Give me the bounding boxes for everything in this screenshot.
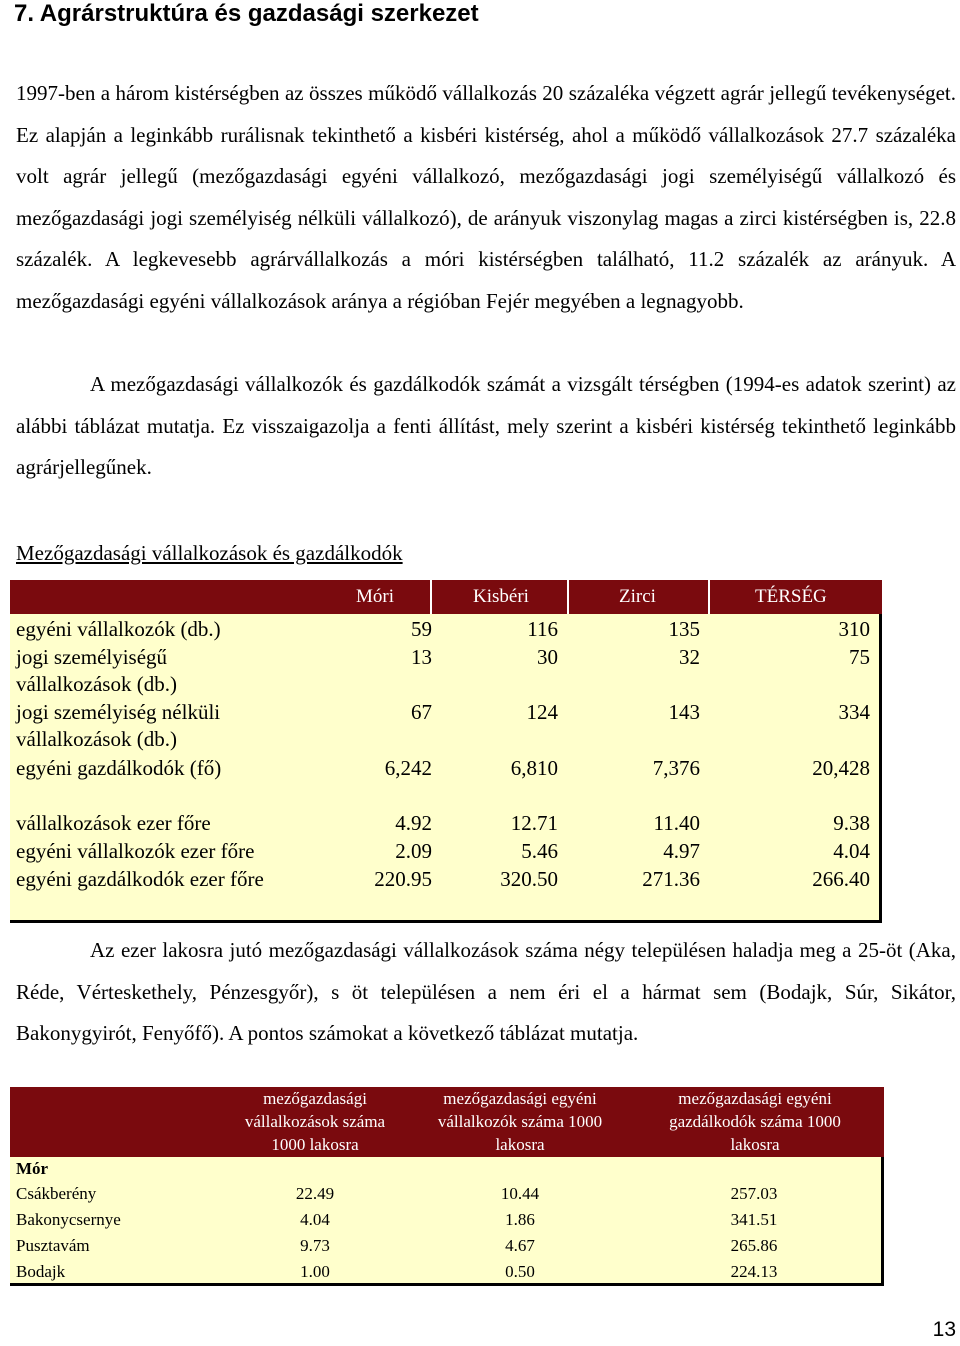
col-header-entrepreneurs — [415, 1087, 625, 1156]
header-line: mezőgazdasági egyéni — [443, 1089, 597, 1108]
header-line: lakosra — [495, 1135, 545, 1154]
col-header-enterprises — [215, 1087, 415, 1156]
column-divider — [567, 580, 569, 614]
cell-value: 12.71 — [510, 811, 558, 835]
settlements-table — [10, 1087, 884, 1286]
header-line: mezőgazdasági — [263, 1089, 367, 1108]
cell-value: 75 — [849, 645, 870, 669]
cell-value: 7,376 — [652, 756, 700, 780]
cell-value: 2.09 — [395, 839, 432, 863]
col-header-terseg: TÉRSÉG — [755, 586, 827, 607]
cell-value: 32 — [679, 645, 700, 669]
row-label: jogi személyiségű — [16, 645, 168, 669]
table1-body — [10, 614, 882, 923]
table2-header — [10, 1087, 884, 1157]
farm-enterprises-table — [10, 580, 882, 923]
row-label: Csákberény — [16, 1184, 97, 1203]
header-line: vállalkozások száma — [244, 1112, 386, 1131]
cell-value: 4.67 — [505, 1236, 535, 1255]
cell-value: 224.13 — [730, 1262, 778, 1281]
row-label: egyéni vállalkozók (db.) — [16, 617, 221, 641]
paragraph-2: A mezőgazdasági vállalkozók és gazdálkodók számát a vizsgált térségben (1994-es adatok szerint) az alábbi táblázat mutatja. Ez visszaigazolja a fenti állítást, mely szerint a kisbéri kistérség tekinthető leginkább agrárjellegűnek. — [16, 372, 956, 479]
cell-value: 5.46 — [521, 839, 558, 863]
header-line: 1000 lakosra — [271, 1135, 359, 1154]
column-divider — [708, 580, 710, 614]
row-label-continued: vállalkozások (db.) — [16, 672, 177, 696]
cell-value: 13 — [411, 645, 432, 669]
cell-value: 20,428 — [812, 756, 870, 780]
cell-value: 22.49 — [295, 1184, 335, 1203]
cell-value: 1.00 — [300, 1262, 330, 1281]
cell-value: 271.36 — [642, 867, 700, 891]
row-label-continued: vállalkozások (db.) — [16, 727, 177, 751]
table1-title: Mezőgazdasági vállalkozások és gazdálkodók — [16, 541, 403, 565]
header-line: gazdálkodók száma 1000 — [669, 1112, 841, 1131]
cell-value: 0.50 — [505, 1262, 535, 1281]
cell-value: 6,810 — [510, 756, 558, 780]
cell-value: 220.95 — [374, 867, 432, 891]
cell-value: 1.86 — [505, 1210, 535, 1229]
cell-value: 265.86 — [730, 1236, 778, 1255]
cell-value: 341.51 — [730, 1210, 778, 1229]
cell-value: 6,242 — [384, 756, 432, 780]
col-header-zirci: Zirci — [619, 586, 656, 607]
header-line: lakosra — [730, 1135, 780, 1154]
column-divider — [430, 580, 432, 614]
cell-value: 124 — [526, 700, 558, 724]
row-label: Bodajk — [16, 1262, 66, 1281]
cell-value: 10.44 — [500, 1184, 540, 1203]
cell-value: 9.38 — [833, 811, 870, 835]
row-label: egyéni gazdálkodók (fő) — [16, 756, 222, 780]
group-label: Mór — [16, 1159, 49, 1178]
cell-value: 59 — [411, 617, 432, 641]
paragraph-3: Az ezer lakosra jutó mezőgazdasági vállalkozások száma négy településen haladja meg a 25-öt (Aka, Réde, Vérteskethely, Pénzesgyőr), s öt településen a nem éri el a hármat sem (Bodajk, Súr, Sikátor, Bakonygyirót, Fenyőfő). A pontos számokat a következő táblázat mutatja. — [16, 938, 956, 1045]
row-label: vállalkozások ezer főre — [16, 811, 211, 835]
cell-value: 257.03 — [730, 1184, 778, 1203]
cell-value: 320.50 — [500, 867, 558, 891]
cell-value: 4.97 — [663, 839, 700, 863]
row-label: Pusztavám — [16, 1236, 90, 1255]
row-label: egyéni gazdálkodók ezer főre — [16, 867, 264, 891]
page-number: 13 — [932, 1318, 956, 1341]
cell-value: 11.40 — [653, 811, 700, 835]
table1-header — [10, 580, 882, 614]
col-header-mori: Móri — [356, 586, 394, 607]
cell-value: 266.40 — [812, 867, 870, 891]
cell-value: 310 — [838, 617, 870, 641]
cell-value: 334 — [838, 700, 870, 724]
cell-value: 4.04 — [300, 1210, 330, 1229]
row-label: egyéni vállalkozók ezer főre — [16, 839, 255, 863]
cell-value: 9.73 — [300, 1236, 330, 1255]
cell-value: 30 — [537, 645, 558, 669]
cell-value: 135 — [668, 617, 700, 641]
cell-value: 143 — [668, 700, 700, 724]
row-label: jogi személyiség nélküli — [16, 700, 221, 724]
paragraph-1: 1997-ben a három kistérségben az összes működő vállalkozás 20 százaléka végzett agrár jellegű tevékenységet. Ez alapján a leginkább rurálisnak tekinthető a kisbéri kistérség, ahol a működő vállalkozások 27.7 százaléka volt agrár jellegű (mezőgazdasági egyéni vállalkozó, mezőgazdasági jogi személyiségű vállalkozó és mezőgazdasági jogi személyiség nélküli vállalkozó), de arányuk viszonylag magas a zirci kistérségben is, 22.8 százalék. A legkevesebb agrárvállalkozás a móri kistérségben található, 11.2 százalék az arányuk. A mezőgazdasági egyéni vállalkozások aránya a régióban Fejér megyében a legnagyobb. — [16, 81, 956, 313]
cell-value: 67 — [411, 700, 432, 724]
row-label: Bakonycsernye — [16, 1210, 121, 1229]
header-line: mezőgazdasági egyéni — [678, 1089, 832, 1108]
col-header-kisberi: Kisbéri — [473, 586, 529, 607]
section-heading: 7. Agrárstruktúra és gazdasági szerkezet — [14, 0, 479, 27]
table2-body — [10, 1157, 884, 1286]
cell-value: 4.04 — [833, 839, 870, 863]
col-header-farmers — [640, 1087, 870, 1156]
header-line: vállalkozók száma 1000 — [437, 1112, 603, 1131]
cell-value: 4.92 — [395, 811, 432, 835]
cell-value: 116 — [527, 617, 558, 641]
